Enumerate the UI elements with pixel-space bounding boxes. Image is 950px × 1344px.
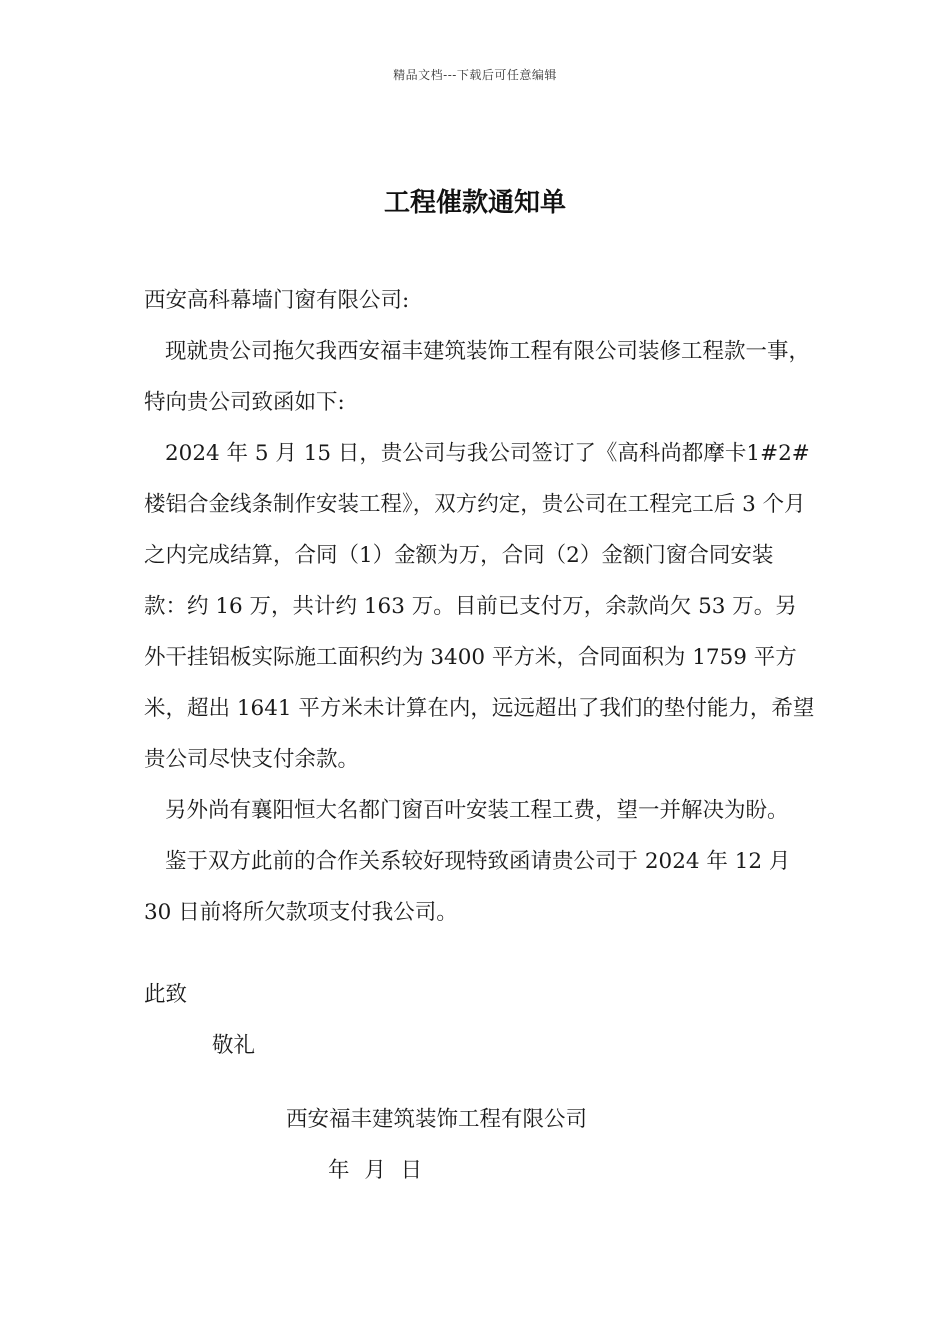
paragraph-payment-request: 鉴于双方此前的合作关系较好现特致函请贵公司于 2024 年 12 月 30 日前将所欠款项支付我公司。: [144, 849, 791, 925]
document-title: 工程催款通知单: [383, 188, 566, 218]
recipient-line: 西安高科幕墙门窗有限公司:: [144, 288, 410, 313]
signature-date: 年 月 日: [328, 1158, 423, 1183]
paragraph-contract-details: 2024 年 5 月 15 日，贵公司与我公司签订了《高科尚都摩卡1#2#楼铝合金线条制作安装工程》，双方约定，贵公司在工程完工后 3 个月之内完成结算，合同（1）金额为万，合同（2）金额门窗合同安装款：约 16 万，共计约 163 万。目前已支付万，余款尚欠 53 万。另外干挂铝板实际施工面积约为 3400 平方米，合同面积为 1759 平方米，超出 1641 平方米未计算在内，远远超出了我们的垫付能力，希望贵公司尽快支付余款。: [144, 441, 815, 772]
closing-opening: 此致: [144, 982, 188, 1007]
letter-body: [144, 275, 816, 938]
paragraph-additional-project: 另外尚有襄阳恒大名都门窗百叶安装工程工费，望一并解决为盼。: [165, 798, 789, 823]
page-header-note: 精品文档---下载后可任意编辑: [393, 68, 557, 82]
closing-salute: 敬礼: [212, 1033, 256, 1058]
paragraph-intro: 现就贵公司拖欠我西安福丰建筑装饰工程有限公司装修工程款一事，特向贵公司致函如下:: [144, 339, 811, 415]
signature-company: 西安福丰建筑装饰工程有限公司: [286, 1107, 588, 1132]
